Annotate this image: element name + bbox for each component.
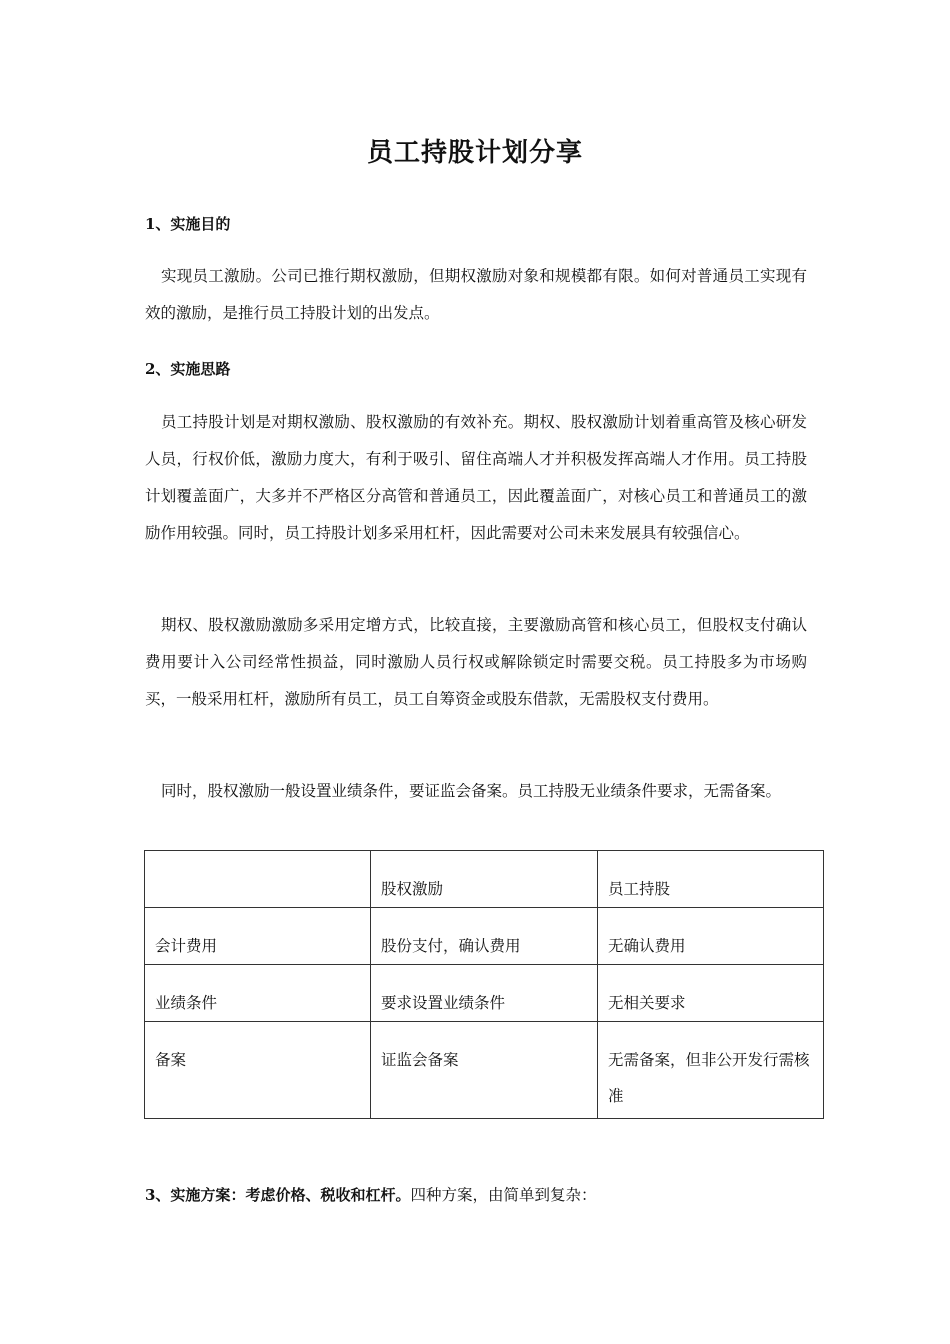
section-3-line [145,1183,596,1205]
section-3-heading: 3、实施方案：考虑价格、税收和杠杆。 [145,1186,411,1204]
page-title: 员工持股计划分享 [366,138,583,168]
table-header-cell: 员工持股 [598,851,824,908]
table-cell: 股份支付，确认费用 [371,908,598,965]
section-3-text: 四种方案，由简单到复杂： [410,1186,597,1204]
table-cell: 无需备案，但非公开发行需核准 [598,1022,824,1119]
section-2-paragraph-2: 期权、股权激励激励多采用定增方式，比较直接，主要激励高管和核心员工，但股权支付确认费用要计入公司经常性损益，同时激励人员行权或解除锁定时需要交税。员工持股多为市场购买，一般采用杠杆，激励所有员工，员工自筹资金或股东借款，无需股权支付费用。 [145,616,807,708]
table-header-cell [145,851,371,908]
section-1-heading: 1、实施目的 [145,215,231,233]
table-cell: 会计费用 [145,908,371,965]
table-cell: 业绩条件 [145,965,371,1022]
table-row [145,1022,824,1119]
table-cell: 备案 [145,1022,371,1119]
table-cell: 证监会备案 [371,1022,598,1119]
table-cell: 无确认费用 [598,908,824,965]
comparison-table [144,850,824,1119]
table-header-cell: 股权激励 [371,851,598,908]
section-2-paragraph-3: 同时，股权激励一般设置业绩条件，要证监会备案。员工持股无业绩条件要求，无需备案。 [161,782,782,800]
table-header-row [145,851,824,908]
table-row [145,908,824,965]
section-2-paragraph-1: 员工持股计划是对期权激励、股权激励的有效补充。期权、股权激励计划着重高管及核心研发人员，行权价低，激励力度大，有利于吸引、留住高端人才并积极发挥高端人才作用。员工持股计划覆盖面广，大多并不严格区分高管和普通员工，因此覆盖面广，对核心员工和普通员工的激励作用较强。同时，员工持股计划多采用杠杆，因此需要对公司未来发展具有较强信心。 [145,413,807,542]
section-2-heading: 2、实施思路 [145,360,231,378]
table-cell: 要求设置业绩条件 [371,965,598,1022]
section-1-paragraph: 实现员工激励。公司已推行期权激励，但期权激励对象和规模都有限。如何对普通员工实现有效的激励，是推行员工持股计划的出发点。 [145,267,807,322]
table-row [145,965,824,1022]
table-cell: 无相关要求 [598,965,824,1022]
